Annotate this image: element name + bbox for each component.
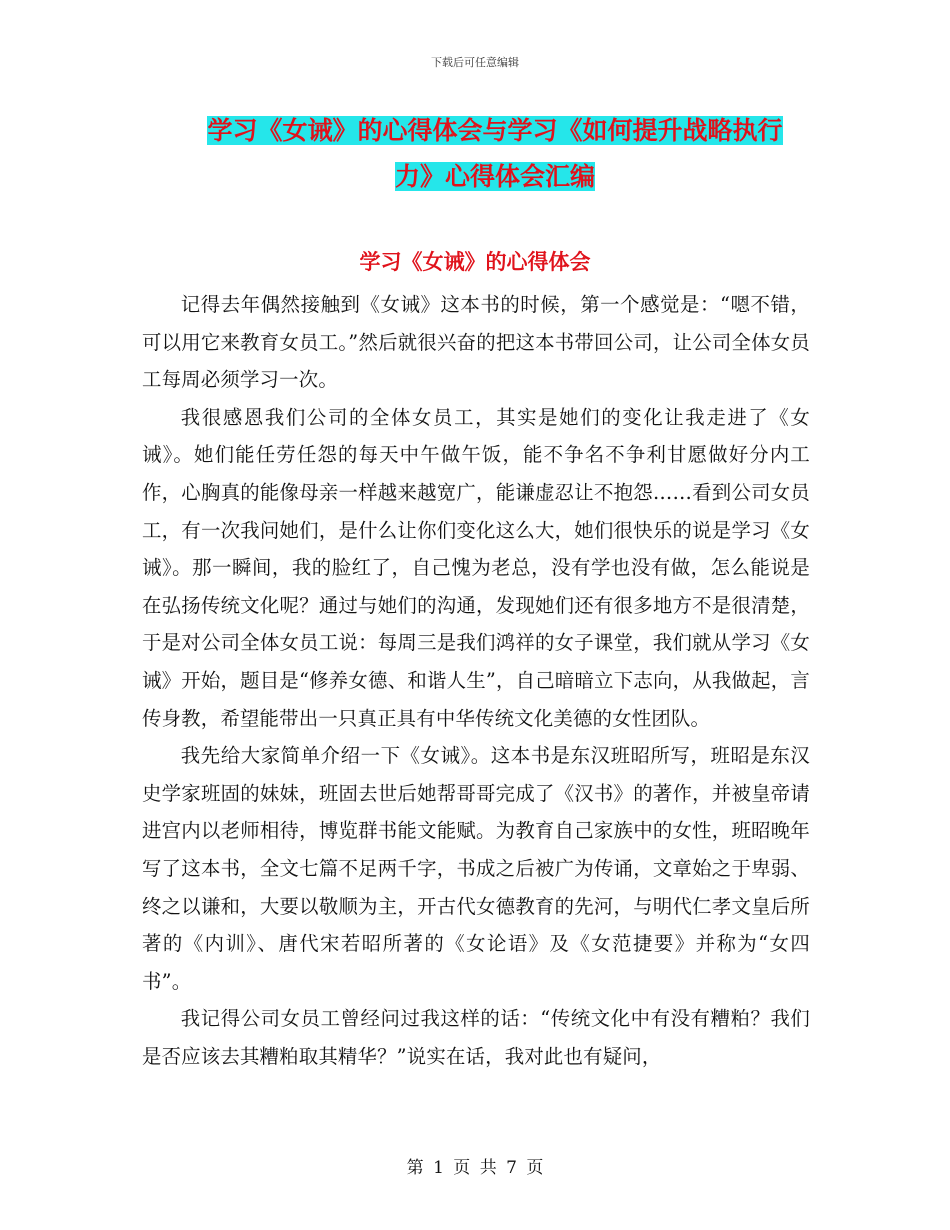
document-body <box>142 286 810 1075</box>
paragraph-3: 我先给大家简单介绍一下《女诫》。这本书是东汉班昭所写，班昭是东汉史学家班固的妹妹，班固去世后她帮哥哥完成了《汉书》的著作，并被皇帝请进宫内以老师相待，博览群书能文能赋。为教育自己家族中的女性，班昭晚年写了这本书，全文七篇不足两千字，书成之后被广为传诵，文章始之于卑弱、终之以谦和，大要以敬顺为主，开古代女德教育的先河，与明代仁孝文皇后所著的《内训》、唐代宋若昭所著的《女论语》及《女范捷要》并称为“女四书”。 <box>142 744 810 993</box>
paragraph-2: 我很感恩我们公司的全体女员工，其实是她们的变化让我走进了《女诫》。她们能任劳任怨的每天中午做午饭，能不争名不争利甘愿做好分内工作，心胸真的能像母亲一样越来越宽广，能谦虚忍让不抱怨……看到公司女员工，有一次我问她们，是什么让你们变化这么大，她们很快乐的说是学习《女诫》。那一瞬间，我的脸红了，自己愧为老总，没有学也没有做，怎么能说是在弘扬传统文化呢？通过与她们的沟通，发现她们还有很多地方不是很清楚，于是对公司全体女员工说：每周三是我们鸿祥的女子课堂，我们就从学习《女诫》开始，题目是“修养女德、和谐人生”，自己暗暗立下志向，从我做起，言传身教，希望能带出一只真正具有中华传统文化美德的女性团队。 <box>142 405 810 730</box>
document-title <box>150 108 840 200</box>
paragraph-1: 记得去年偶然接触到《女诫》这本书的时候，第一个感觉是：“嗯不错，可以用它来教育女员工。”然后就很兴奋的把这本书带回公司，让公司全体女员工每周必须学习一次。 <box>142 293 810 392</box>
header-note: 下载后可任意编辑 <box>431 56 519 69</box>
section-title: 学习《女诫》的心得体会 <box>359 250 591 274</box>
document-title-line2: 力》心得体会汇编 <box>394 162 595 191</box>
page-footer: 第 1 页 共 7 页 <box>406 1158 544 1178</box>
document-title-line1: 学习《女诫》的心得体会与学习《如何提升战略执行 <box>207 116 783 145</box>
paragraph-4: 我记得公司女员工曾经问过我这样的话：“传统文化中有没有糟粕？我们是否应该去其糟粕取其精华？”说实在话，我对此也有疑问， <box>142 1007 810 1068</box>
